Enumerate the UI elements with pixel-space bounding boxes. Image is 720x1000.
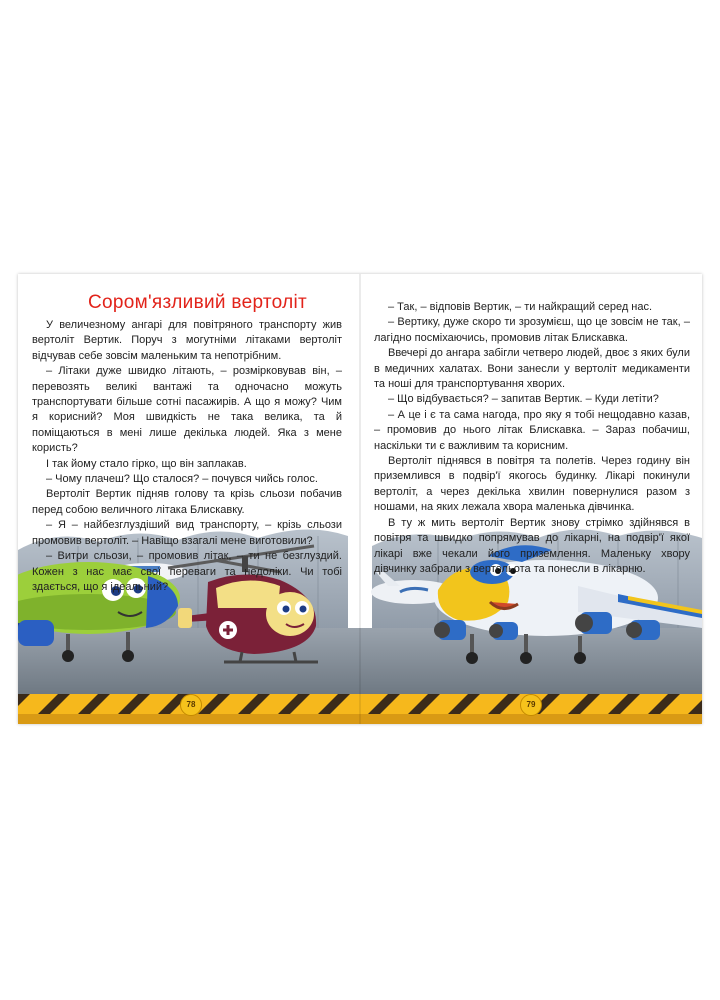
paragraph: В ту ж мить вертоліт Вертик знову стрімко здійнявся в повітря та швидко попрямував до лікарні, на подвір'ї якої лікарі вже чекали його приземлення. Маленьку хвору дівчинку забрали з вертольота та понесли в лікарню.: [374, 516, 690, 575]
left-page-text: [32, 318, 342, 595]
paragraph: – А це і є та сама нагода, про яку я тобі нещодавно казав, – промовив до нього літак Блискавка. – Зараз побачиш, наскільки ти є важливим та корисним.: [374, 408, 690, 452]
paragraph: – Літаки дуже швидко літають, – розмірковував він, – перевозять великі вантажі та одночасно можуть транспортувати більше сотні пасажирів. А що я можу? Чим я корисний? Моя швидкість не така велика, та й поміщаються в мені лише декілька людей. Яка з мене користь?: [32, 365, 342, 455]
paragraph: – Що відбувається? – запитав Вертик. – Куди летіти?: [388, 393, 659, 406]
book-gutter: [359, 274, 361, 724]
paragraph: У величезному ангарі для повітряного транспорту жив вертоліт Вертик. Поруч з могутніми літаками вертоліт відчував себе зовсім маленьким та непотрібним.: [32, 319, 342, 362]
paragraph: – Так, – відповів Вертик, – ти найкращий серед нас.: [388, 301, 653, 313]
paragraph: – Чому плачеш? Що сталося? – почувся чийсь голос.: [46, 473, 318, 486]
paragraph: Ввечері до ангара забігли четверо людей, двоє з яких були в медичних халатах. Вони занесли у вертоліт медикаменти та ноші для транспортування хворих.: [374, 347, 690, 391]
paragraph: Вертоліт піднявся в повітря та полетів. Через годину він приземлився в подвір'ї якогось будинку. Лікарі покинули вертоліт, а через декілька хвилин повернулися разом з ношами, на яких лежала хвора маленька дівчинка.: [374, 455, 690, 514]
right-page-text: [374, 300, 690, 577]
paragraph: І так йому стало гірко, що він заплакав.: [46, 457, 247, 470]
page-number-left: 78: [180, 694, 202, 716]
paragraph: – Витри сльози, – промовив літак, – ти не безглуздий. Кожен з нас має свої переваги та недоліки. Чи тобі здається, що я ідеальний?: [32, 550, 342, 593]
paragraph: – Я – найбезглуздіший вид транспорту, – крізь сльози промовив вертоліт. – Навіщо взагалі мене виготовили?: [32, 519, 342, 547]
paragraph: – Вертику, дуже скоро ти зрозумієш, що це зовсім не так, – лагідно посміхаючись, промовив літак Блискавка.: [374, 316, 690, 344]
story-title: Сором'язливий вертоліт: [88, 292, 308, 313]
book-spread: [18, 274, 702, 724]
page-number-right: 79: [520, 694, 542, 716]
paragraph: Вертоліт Вертик підняв голову та крізь сльози побачив перед собою величного літака Блискавку.: [32, 488, 342, 516]
